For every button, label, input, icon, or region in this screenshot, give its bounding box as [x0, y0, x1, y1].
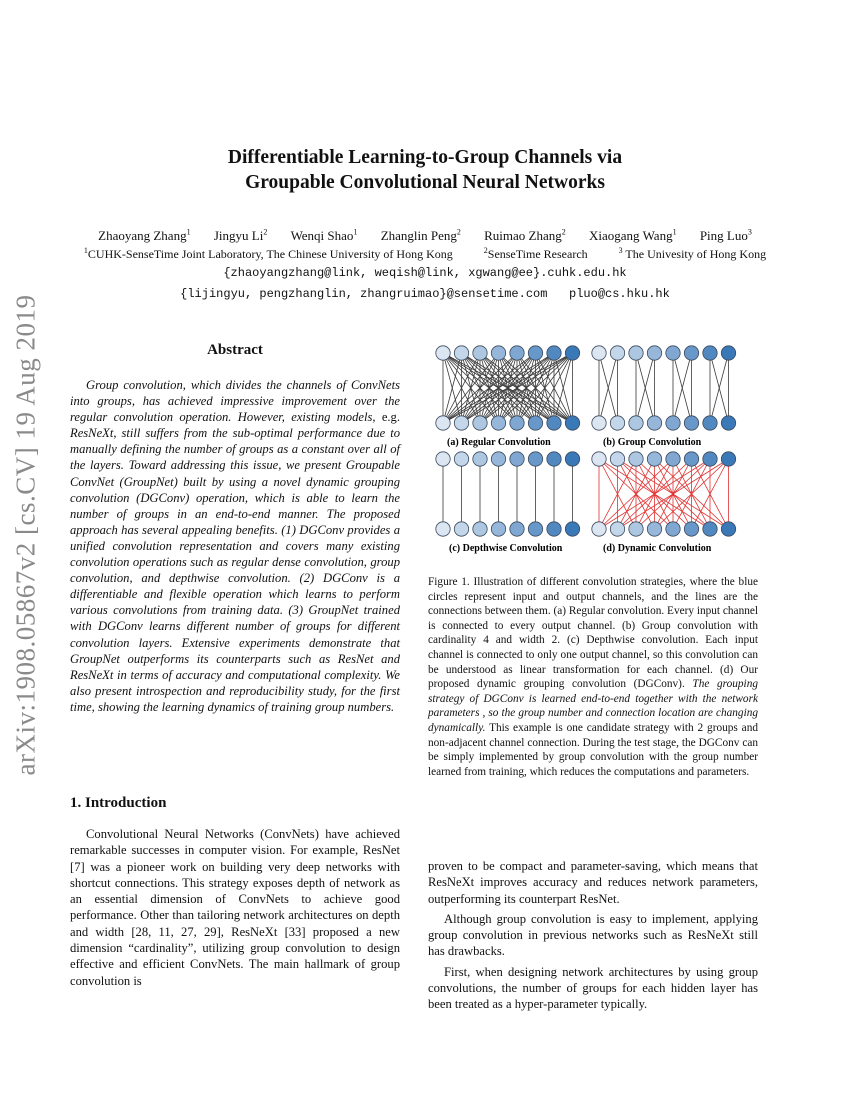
- output-channel-node: [436, 522, 450, 536]
- input-channel-node: [721, 346, 735, 360]
- output-channel-node: [666, 522, 680, 536]
- output-channel-node: [473, 416, 487, 430]
- output-channel-node: [629, 416, 643, 430]
- paragraph: Although group convolution is easy to implement, applying group convolution in previous networks such as ResNeXt still has drawbacks.: [428, 911, 758, 959]
- output-channel-node: [436, 416, 450, 430]
- output-channel-node: [510, 522, 524, 536]
- section-heading-introduction: 1. Introduction: [70, 795, 167, 811]
- author-affil-mark: 2: [263, 227, 268, 237]
- input-channel-node: [491, 452, 505, 466]
- figure-1-caption: [428, 575, 758, 779]
- output-channel-node: [703, 522, 717, 536]
- paragraph: First, when designing network architectures by using group convolutions, the number of groups for each hidden layer has been treated as a hyper-parameter typically.: [428, 964, 758, 1012]
- input-channel-node: [528, 346, 542, 360]
- output-channel-node: [454, 416, 468, 430]
- input-channel-node: [565, 452, 579, 466]
- input-channel-node: [565, 346, 579, 360]
- affiliation: [84, 247, 453, 261]
- author: [381, 228, 461, 243]
- output-channel-node: [592, 522, 606, 536]
- output-channel-node: [629, 522, 643, 536]
- affiliation: [619, 247, 766, 261]
- input-channel-node: [528, 452, 542, 466]
- input-channel-node: [454, 346, 468, 360]
- input-channel-node: [491, 346, 505, 360]
- panel-label-b: (b) Group Convolution: [603, 437, 702, 448]
- output-channel-node: [510, 416, 524, 430]
- output-channel-node: [528, 522, 542, 536]
- author-affil-mark: 1: [672, 227, 677, 237]
- panel-label-a: (a) Regular Convolution: [447, 437, 551, 448]
- input-channel-node: [610, 346, 624, 360]
- introduction-left-column: Convolutional Neural Networks (ConvNets) have achieved remarkable successes in computer vision. For example, ResNet [7] was a pioneer work on building very deep networks with shortcut connections. This strategy exposes depth of network as an essential dimension of ConvNets to achieve good performance. Other than tailoring network architectures on depth and width [28, 11, 27, 29], ResNeXt [33] proposed a new dimension “cardinality”, utilizing group convolution to design effective and efficient ConvNets. The main hallmark of group convolution is: [70, 827, 400, 988]
- input-channel-node: [436, 452, 450, 466]
- author-affil-mark: 3: [747, 227, 752, 237]
- author-affil-mark: 2: [456, 227, 461, 237]
- author-list: [0, 228, 850, 244]
- author-name: Ping Luo: [699, 228, 748, 243]
- output-channel-node: [684, 416, 698, 430]
- output-channel-node: [684, 522, 698, 536]
- output-channel-node: [647, 522, 661, 536]
- output-channel-node: [565, 522, 579, 536]
- abstract-heading: Abstract: [207, 342, 263, 358]
- output-channel-node: [647, 416, 661, 430]
- author-affil-mark: 2: [561, 227, 566, 237]
- title-line-2: Groupable Convolutional Neural Networks: [245, 172, 605, 193]
- input-channel-node: [592, 346, 606, 360]
- author: [291, 228, 358, 243]
- output-channel-node: [721, 522, 735, 536]
- output-channel-node: [547, 416, 561, 430]
- affil-mark: 3: [618, 246, 623, 255]
- output-channel-node: [592, 416, 606, 430]
- abstract-text: Group convolution, which divides the channels of ConvNets into groups, has achieved impressive improvement over the regular convolution operation. However, existing models,: [70, 378, 400, 425]
- input-channel-node: [647, 452, 661, 466]
- input-channel-node: [547, 452, 561, 466]
- output-channel-node: [491, 522, 505, 536]
- input-channel-node: [510, 452, 524, 466]
- input-channel-node: [647, 346, 661, 360]
- abstract-body: [70, 377, 400, 715]
- panel-group-convolution: [592, 346, 736, 430]
- affil-mark: 1: [83, 246, 88, 255]
- author: [98, 228, 190, 243]
- input-channel-node: [684, 346, 698, 360]
- arxiv-sidebar-stamp: [4, 285, 48, 785]
- output-channel-node: [610, 416, 624, 430]
- author-affil-mark: 1: [353, 227, 358, 237]
- input-channel-node: [547, 346, 561, 360]
- input-channel-node: [703, 452, 717, 466]
- caption-text-cont: This example is one candidate strategy with 2 groups and non-adjacent channel connection. During the test stage, the DGConv can be simply implemented by group convolution with the group number learned from training, which reduces the computations and parameters.: [428, 721, 758, 778]
- output-channel-node: [610, 522, 624, 536]
- figure-1-convolution-strategies: [435, 345, 755, 557]
- panel-regular-convolution: [436, 346, 580, 430]
- author: [700, 228, 752, 243]
- input-channel-node: [666, 452, 680, 466]
- introduction-right-column: [428, 858, 758, 1017]
- affil-name: The Univesity of Hong Kong: [622, 247, 767, 261]
- arxiv-identifier: arXiv:1908.05867v2 [cs.CV] 19 Aug 2019: [10, 294, 41, 776]
- email-line-2: {lijingyu, pengzhanglin, zhangruimao}@sensetime.com pluo@cs.hku.hk: [180, 287, 670, 301]
- output-channel-node: [547, 522, 561, 536]
- input-channel-node: [610, 452, 624, 466]
- input-channel-node: [684, 452, 698, 466]
- caption-italic: The grouping strategy of DGConv is learned end-to-end together with the network parameters , so the group number and connection location are changing dynamically.: [428, 678, 758, 734]
- author-name: Ruimao Zhang: [484, 228, 562, 243]
- input-channel-node: [592, 452, 606, 466]
- input-channel-node: [721, 452, 735, 466]
- input-channel-node: [473, 452, 487, 466]
- input-channel-node: [510, 346, 524, 360]
- affil-mark: 2: [483, 246, 488, 255]
- input-channel-node: [629, 452, 643, 466]
- panel-depthwise-convolution: [436, 452, 580, 536]
- output-channel-node: [473, 522, 487, 536]
- output-channel-node: [703, 416, 717, 430]
- title-line-1: Differentiable Learning-to-Group Channels via: [227, 147, 623, 168]
- output-channel-node: [454, 522, 468, 536]
- paper-title: [0, 145, 850, 195]
- input-channel-node: [473, 346, 487, 360]
- abstract-text-cont: ResNeXt, still suffers from the sub-optimal performance due to manually defining the number of groups as a constant over all of the layers. Toward addressing this issue, we present Groupable ConvNet (GroupNet) built by using a novel dynamic grouping convolution (DGConv) operation, which is able to learn the number of groups in an end-to-end manner. The proposed approach has several appealing benefits. (1) DGConv provides a unified convolution representation and covers many existing convolution operations such as regular dense convolution, group convolution, and depthwise convolution. (2) DGConv is a differentiable and flexible operation which learns to perform various convolutions from training data. (3) GroupNet trained with DGConv learns different number of groups for different convolution layers. Extensive experiments demonstrate that GroupNet outperforms its counterparts such as ResNet and ResNeXt in terms of accuracy and computational complexity. We also present introspection and reproducibility study, for the first time, showing the learning dynamics of training group numbers.: [70, 426, 400, 714]
- output-channel-node: [491, 416, 505, 430]
- author: [589, 228, 677, 243]
- panel-dynamic-convolution: [592, 452, 736, 536]
- email-line-1: {zhaoyangzhang@link, weqish@link, xgwang@ee}.cuhk.edu.hk: [223, 266, 627, 280]
- author-name: Xiaogang Wang: [589, 228, 673, 243]
- abstract-eg: e.g.: [381, 410, 400, 425]
- author-name: Zhanglin Peng: [380, 228, 457, 243]
- input-channel-node: [666, 346, 680, 360]
- author: [214, 228, 267, 243]
- author-name: Wenqi Shao: [290, 228, 354, 243]
- panel-label-c: (c) Depthwise Convolution: [449, 543, 563, 554]
- author-name: Jingyu Li: [213, 228, 264, 243]
- affiliation-list: [0, 247, 850, 262]
- input-channel-node: [436, 346, 450, 360]
- caption-text: Figure 1. Illustration of different convolution strategies, where the blue circles represent input and output channels, and the lines are the connections between them. (a) Regular convolution. Every input channel is connected to every output channel. (b) Group convolution with cardinality 4 and width 2. (c) Depthwise convolution. Each input channel is connected to only one output channel, so this convolution can be understood as linear transformation for each channel. (d) Our proposed dynamic grouping convolution (DGConv).: [428, 576, 759, 691]
- output-channel-node: [528, 416, 542, 430]
- paragraph: proven to be compact and parameter-saving, which means that ResNeXt improves accuracy and reduces network parameters, outperforming its counterpart ResNet.: [428, 859, 758, 906]
- author-affil-mark: 1: [186, 227, 191, 237]
- output-channel-node: [666, 416, 680, 430]
- output-channel-node: [565, 416, 579, 430]
- panel-label-d: (d) Dynamic Convolution: [603, 543, 712, 554]
- author: [484, 228, 566, 243]
- input-channel-node: [629, 346, 643, 360]
- output-channel-node: [721, 416, 735, 430]
- affil-name: CUHK-SenseTime Joint Laboratory, The Chinese University of Hong Kong: [87, 247, 453, 261]
- input-channel-node: [454, 452, 468, 466]
- affiliation: [484, 247, 588, 261]
- affil-name: SenseTime Research: [487, 247, 588, 261]
- input-channel-node: [703, 346, 717, 360]
- author-name: Zhaoyang Zhang: [98, 228, 187, 243]
